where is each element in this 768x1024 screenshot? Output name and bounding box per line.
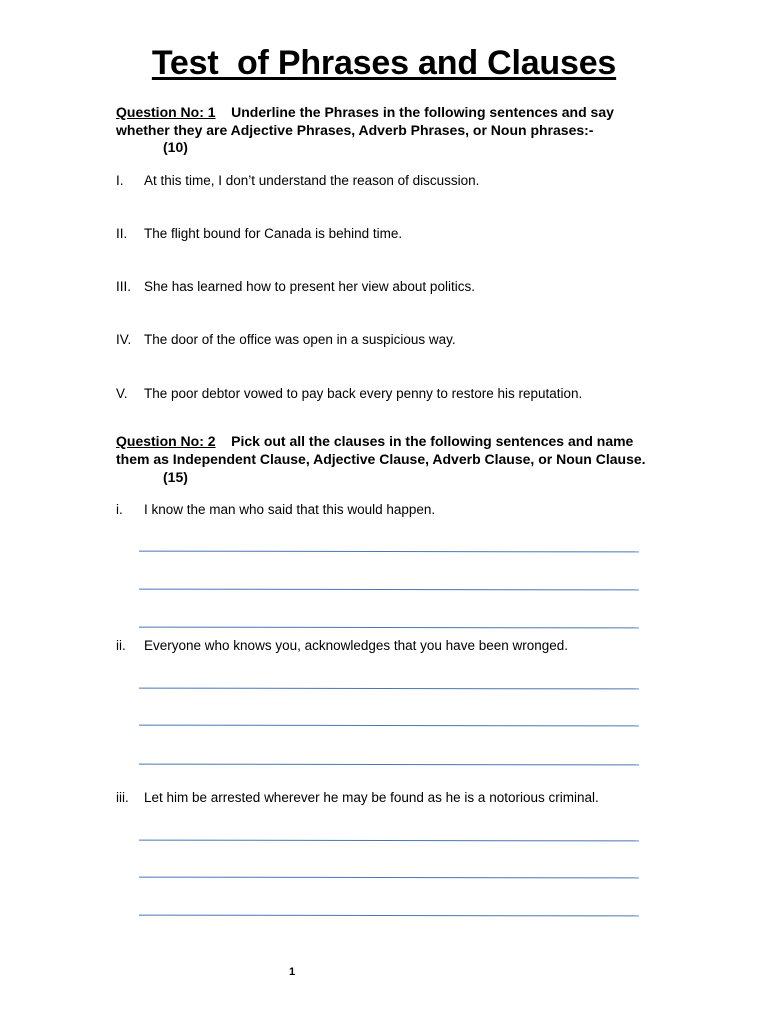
item-number: ii. (116, 638, 126, 653)
item-number: iii. (116, 790, 129, 805)
item-number: i. (116, 502, 123, 517)
question-1-number: Question No: 1 (116, 104, 216, 120)
question-2-instruction: Pick out all the clauses in the following sentences and name them as Independent Clause, Adjective Clause, Adverb Clause, or Noun Clause. (116, 433, 646, 467)
item-text: The flight bound for Canada is behind time. (144, 226, 403, 241)
item-text: She has learned how to present her view about politics. (144, 279, 475, 294)
question-1-header (116, 103, 661, 139)
question-2-number: Question No: 2 (116, 433, 216, 449)
item-text: The poor debtor vowed to pay back every penny to restore his reputation. (144, 386, 583, 401)
answer-line[interactable] (139, 725, 639, 727)
answer-line[interactable] (139, 627, 639, 629)
question-2-item (116, 501, 435, 519)
question-1-item (116, 278, 475, 296)
item-text: At this time, I don’t understand the reason of discussion. (144, 173, 480, 188)
item-number: II. (116, 226, 128, 241)
answer-line[interactable] (139, 915, 639, 917)
question-2-header (116, 432, 661, 468)
item-text: Let him be arrested wherever he may be found as he is a notorious criminal. (144, 790, 599, 805)
question-2-marks: (15) (163, 469, 188, 485)
item-text: I know the man who said that this would happen. (144, 502, 436, 517)
item-number: IV. (116, 332, 132, 347)
answer-line[interactable] (139, 877, 639, 879)
question-1-item (116, 225, 402, 243)
answer-line[interactable] (139, 589, 639, 591)
question-1-marks: (10) (163, 139, 188, 155)
answer-line[interactable] (139, 764, 639, 766)
page-title: Test of Phrases and Clauses (151, 44, 617, 82)
item-number: III. (116, 279, 132, 294)
item-text: Everyone who knows you, acknowledges that you have been wronged. (144, 638, 569, 653)
question-1-item (116, 172, 479, 190)
question-2-item (116, 637, 568, 655)
page-number: 1 (289, 966, 296, 978)
question-1-item (116, 385, 582, 403)
question-2-item (116, 789, 599, 807)
answer-line[interactable] (139, 551, 639, 553)
item-number: I. (116, 173, 124, 188)
item-number: V. (116, 386, 128, 401)
answer-line[interactable] (139, 840, 639, 842)
question-1-instruction: Underline the Phrases in the following sentences and say whether they are Adjective Phrases, Adverb Phrases, or Noun phrases:- (116, 104, 614, 138)
answer-line[interactable] (139, 688, 639, 690)
question-1-item (116, 331, 456, 349)
item-text: The door of the office was open in a suspicious way. (144, 332, 456, 347)
